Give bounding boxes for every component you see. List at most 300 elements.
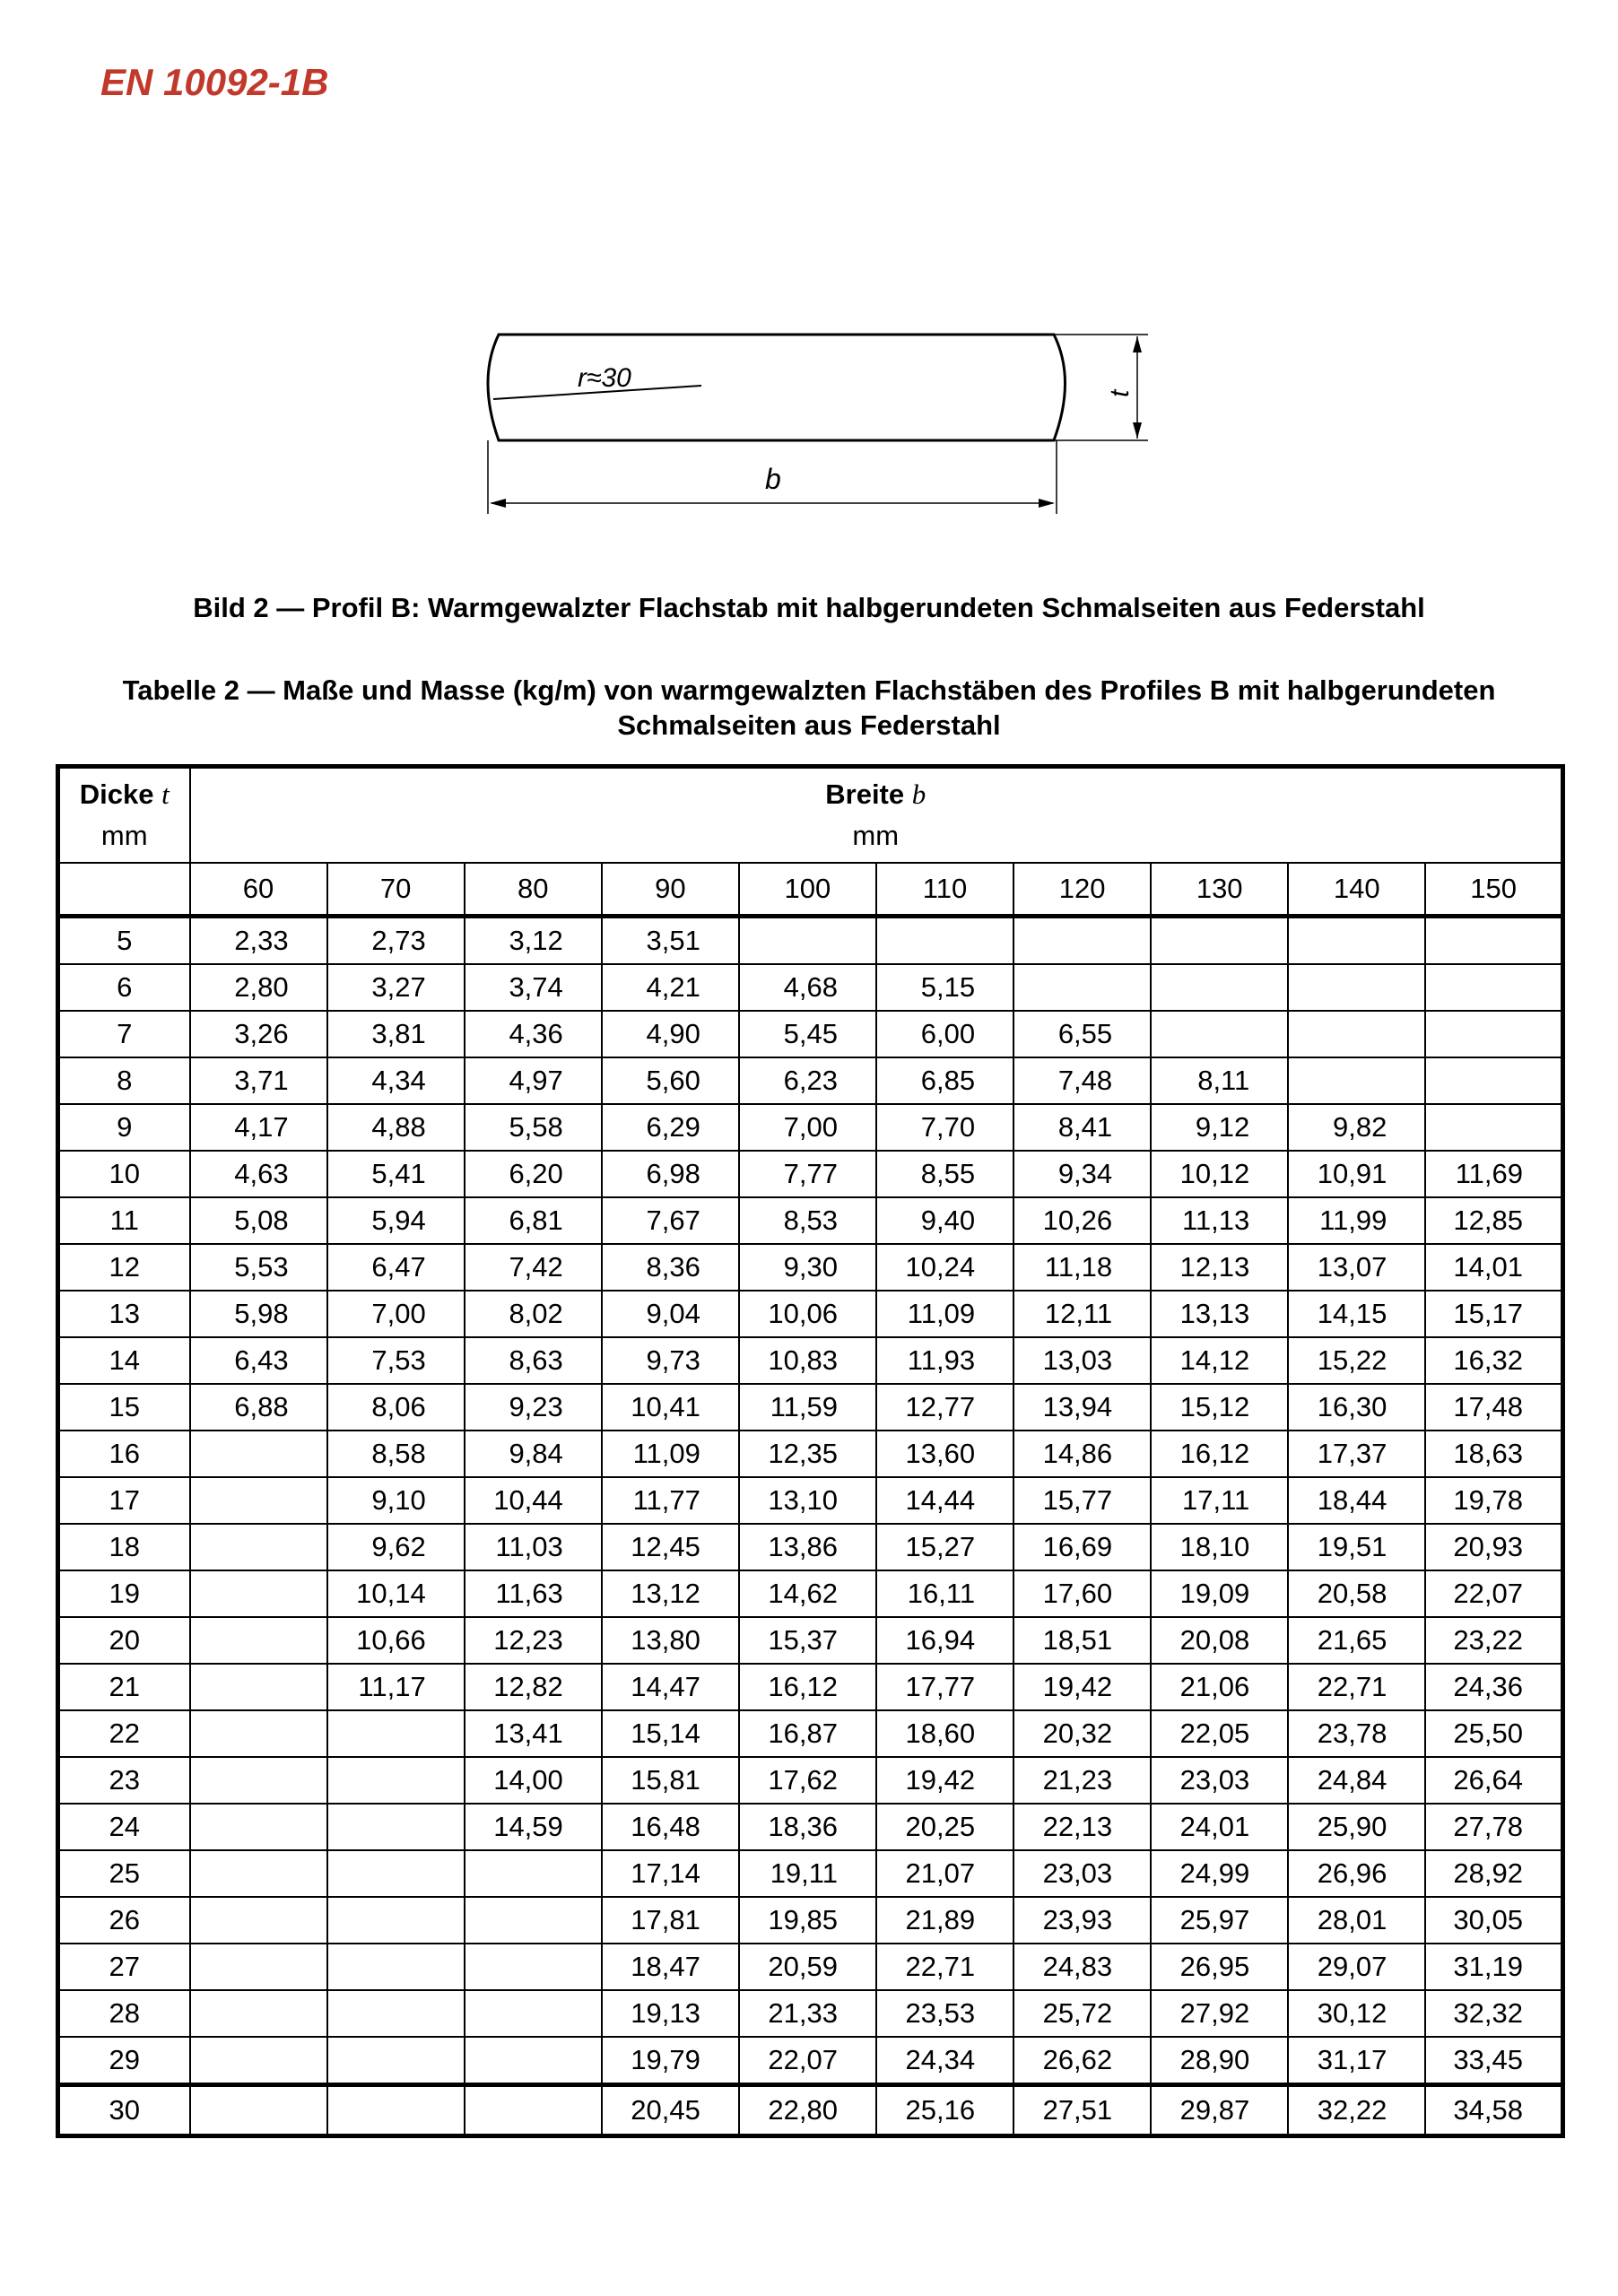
mass-cell: 5,53 [190, 1244, 327, 1291]
mass-cell: 26,62 [1013, 2037, 1151, 2085]
mass-cell [190, 1850, 327, 1897]
mass-cell: 16,12 [739, 1664, 876, 1710]
mass-cell: 11,09 [876, 1291, 1013, 1337]
mass-cell: 19,42 [1013, 1664, 1151, 1710]
mass-cell [1013, 964, 1151, 1011]
mass-cell: 7,53 [327, 1337, 465, 1384]
thickness-cell: 20 [58, 1617, 190, 1664]
mass-cell: 10,24 [876, 1244, 1013, 1291]
mass-cell [327, 1710, 465, 1757]
mass-cell: 20,58 [1288, 1570, 1425, 1617]
thickness-cell: 15 [58, 1384, 190, 1431]
mass-cell: 23,03 [1151, 1757, 1288, 1804]
mass-cell [190, 2037, 327, 2085]
table-row [58, 1804, 1563, 1850]
mass-cell: 10,06 [739, 1291, 876, 1337]
table-row [58, 1057, 1563, 1104]
mass-cell: 10,41 [602, 1384, 739, 1431]
mass-cell: 19,51 [1288, 1524, 1425, 1570]
mass-cell: 13,94 [1013, 1384, 1151, 1431]
mass-cell: 4,21 [602, 964, 739, 1011]
mass-cell: 6,00 [876, 1011, 1013, 1057]
table-row [58, 1850, 1563, 1897]
mass-cell [327, 1804, 465, 1850]
mass-cell: 9,23 [465, 1384, 602, 1431]
thickness-cell: 13 [58, 1291, 190, 1337]
mass-cell: 12,82 [465, 1664, 602, 1710]
mass-table [56, 764, 1565, 2138]
mass-cell [1151, 1011, 1288, 1057]
mass-cell: 15,12 [1151, 1384, 1288, 1431]
mass-cell [465, 2037, 602, 2085]
mass-cell [190, 1477, 327, 1524]
mass-cell: 11,18 [1013, 1244, 1151, 1291]
mass-cell [190, 1570, 327, 1617]
thickness-cell: 18 [58, 1524, 190, 1570]
mass-cell: 30,05 [1425, 1897, 1562, 1944]
table-row [58, 1477, 1563, 1524]
mass-cell: 7,48 [1013, 1057, 1151, 1104]
thickness-cell: 7 [58, 1011, 190, 1057]
table-row [58, 1104, 1563, 1151]
mass-cell: 13,10 [739, 1477, 876, 1524]
thickness-cell: 12 [58, 1244, 190, 1291]
mass-cell: 11,93 [876, 1337, 1013, 1384]
mass-cell: 11,09 [602, 1431, 739, 1477]
mass-cell [327, 1990, 465, 2037]
mass-cell [190, 2085, 327, 2136]
table-row [58, 1617, 1563, 1664]
table-row [58, 1757, 1563, 1804]
mass-cell [1013, 917, 1151, 965]
thickness-cell: 16 [58, 1431, 190, 1477]
mass-cell [190, 1944, 327, 1990]
mass-cell: 24,36 [1425, 1664, 1562, 1710]
thickness-cell: 14 [58, 1337, 190, 1384]
mass-cell: 10,26 [1013, 1197, 1151, 1244]
mass-cell: 23,93 [1013, 1897, 1151, 1944]
thickness-cell: 23 [58, 1757, 190, 1804]
width-header-4: 100 [739, 863, 876, 917]
mass-cell: 8,11 [1151, 1057, 1288, 1104]
mass-cell: 14,15 [1288, 1291, 1425, 1337]
mass-cell: 11,59 [739, 1384, 876, 1431]
mass-cell: 11,99 [1288, 1197, 1425, 1244]
mass-cell: 33,45 [1425, 2037, 1562, 2085]
mass-cell [465, 1850, 602, 1897]
mass-cell: 25,50 [1425, 1710, 1562, 1757]
table-row [58, 1990, 1563, 2037]
mass-cell: 3,71 [190, 1057, 327, 1104]
width-header-label: Breite [825, 778, 905, 810]
mass-cell: 13,80 [602, 1617, 739, 1664]
mass-cell: 15,22 [1288, 1337, 1425, 1384]
mass-cell: 17,11 [1151, 1477, 1288, 1524]
mass-cell: 9,73 [602, 1337, 739, 1384]
profile-figure [466, 318, 1184, 538]
mass-cell: 12,13 [1151, 1244, 1288, 1291]
mass-cell: 16,32 [1425, 1337, 1562, 1384]
table-row [58, 1197, 1563, 1244]
mass-cell: 2,80 [190, 964, 327, 1011]
mass-cell: 22,13 [1013, 1804, 1151, 1850]
mass-cell: 17,48 [1425, 1384, 1562, 1431]
table-row [58, 1384, 1563, 1431]
width-header-cell [190, 767, 1563, 864]
mass-cell [1425, 917, 1562, 965]
table-row [58, 2037, 1563, 2085]
mass-cell [739, 917, 876, 965]
mass-cell: 15,17 [1425, 1291, 1562, 1337]
mass-cell: 20,59 [739, 1944, 876, 1990]
table-row [58, 1710, 1563, 1757]
mass-cell: 15,27 [876, 1524, 1013, 1570]
mass-cell: 29,07 [1288, 1944, 1425, 1990]
mass-cell: 18,51 [1013, 1617, 1151, 1664]
mass-cell [1425, 1104, 1562, 1151]
mass-cell: 27,51 [1013, 2085, 1151, 2136]
table-row [58, 1011, 1563, 1057]
mass-cell: 14,47 [602, 1664, 739, 1710]
mass-cell: 13,60 [876, 1431, 1013, 1477]
table-header-row [58, 767, 1563, 864]
mass-cell: 6,88 [190, 1384, 327, 1431]
mass-cell: 24,83 [1013, 1944, 1151, 1990]
mass-cell: 30,12 [1288, 1990, 1425, 2037]
mass-cell: 8,41 [1013, 1104, 1151, 1151]
flat-bar-profile-drawing [466, 318, 1184, 534]
mass-cell: 12,23 [465, 1617, 602, 1664]
mass-cell: 19,09 [1151, 1570, 1288, 1617]
mass-cell [327, 2085, 465, 2136]
mass-cell [1425, 1057, 1562, 1104]
width-unit: mm [852, 820, 900, 851]
mass-cell: 14,62 [739, 1570, 876, 1617]
mass-cell [190, 1710, 327, 1757]
mass-cell: 19,13 [602, 1990, 739, 2037]
mass-cell [190, 1897, 327, 1944]
thickness-cell: 28 [58, 1990, 190, 2037]
width-header-8: 140 [1288, 863, 1425, 917]
mass-cell: 15,81 [602, 1757, 739, 1804]
width-header-5: 110 [876, 863, 1013, 917]
mass-cell: 6,20 [465, 1151, 602, 1197]
mass-cell: 5,94 [327, 1197, 465, 1244]
mass-cell: 17,81 [602, 1897, 739, 1944]
mass-cell: 19,79 [602, 2037, 739, 2085]
thickness-cell: 17 [58, 1477, 190, 1524]
mass-cell: 10,83 [739, 1337, 876, 1384]
mass-cell: 21,65 [1288, 1617, 1425, 1664]
mass-cell: 22,05 [1151, 1710, 1288, 1757]
mass-cell: 7,42 [465, 1244, 602, 1291]
mass-cell: 15,14 [602, 1710, 739, 1757]
mass-cell: 23,53 [876, 1990, 1013, 2037]
mass-cell: 19,42 [876, 1757, 1013, 1804]
thickness-cell: 11 [58, 1197, 190, 1244]
mass-cell: 32,22 [1288, 2085, 1425, 2136]
figure-caption: Bild 2 — Profil B: Warmgewalzter Flachstab mit halbgerundeten Schmalseiten aus Federstahl [193, 592, 1425, 623]
thickness-cell: 27 [58, 1944, 190, 1990]
mass-cell: 4,63 [190, 1151, 327, 1197]
table-caption-line2: Schmalseiten aus Federstahl [617, 709, 1001, 741]
mass-cell: 9,12 [1151, 1104, 1288, 1151]
mass-cell: 16,69 [1013, 1524, 1151, 1570]
mass-cell: 21,33 [739, 1990, 876, 2037]
table-body [58, 917, 1563, 2136]
mass-cell: 16,30 [1288, 1384, 1425, 1431]
mass-cell: 24,84 [1288, 1757, 1425, 1804]
mass-cell [327, 1944, 465, 1990]
mass-cell: 26,96 [1288, 1850, 1425, 1897]
mass-cell: 7,77 [739, 1151, 876, 1197]
mass-cell: 4,68 [739, 964, 876, 1011]
width-header-7: 130 [1151, 863, 1288, 917]
mass-cell [190, 1804, 327, 1850]
mass-cell: 6,55 [1013, 1011, 1151, 1057]
table-row [58, 1570, 1563, 1617]
mass-cell: 22,07 [739, 2037, 876, 2085]
table-row [58, 1897, 1563, 1944]
mass-cell: 18,60 [876, 1710, 1013, 1757]
mass-cell [1288, 917, 1425, 965]
mass-cell: 26,64 [1425, 1757, 1562, 1804]
mass-cell: 3,81 [327, 1011, 465, 1057]
mass-cell: 24,34 [876, 2037, 1013, 2085]
mass-cell: 20,32 [1013, 1710, 1151, 1757]
mass-cell: 3,74 [465, 964, 602, 1011]
mass-cell: 15,37 [739, 1617, 876, 1664]
mass-cell [465, 1990, 602, 2037]
mass-cell: 18,47 [602, 1944, 739, 1990]
mass-cell: 14,01 [1425, 1244, 1562, 1291]
mass-cell: 7,67 [602, 1197, 739, 1244]
width-header-2: 80 [465, 863, 602, 917]
mass-cell: 5,41 [327, 1151, 465, 1197]
mass-cell: 17,62 [739, 1757, 876, 1804]
mass-cell: 9,04 [602, 1291, 739, 1337]
mass-cell: 9,40 [876, 1197, 1013, 1244]
mass-cell: 12,35 [739, 1431, 876, 1477]
mass-cell: 6,81 [465, 1197, 602, 1244]
mass-cell [1288, 1057, 1425, 1104]
mass-cell: 6,47 [327, 1244, 465, 1291]
width-variable: b [911, 778, 926, 810]
mass-cell [190, 1524, 327, 1570]
mass-cell: 8,53 [739, 1197, 876, 1244]
width-header-0: 60 [190, 863, 327, 917]
mass-cell: 11,17 [327, 1664, 465, 1710]
mass-cell: 5,45 [739, 1011, 876, 1057]
mass-cell: 24,99 [1151, 1850, 1288, 1897]
mass-cell [190, 1990, 327, 2037]
thickness-variable: t [161, 778, 170, 810]
mass-cell: 23,78 [1288, 1710, 1425, 1757]
mass-cell [465, 2085, 602, 2136]
thickness-cell: 22 [58, 1710, 190, 1757]
mass-cell: 22,71 [1288, 1664, 1425, 1710]
mass-cell: 25,72 [1013, 1990, 1151, 2037]
thickness-cell: 9 [58, 1104, 190, 1151]
mass-cell [1425, 1011, 1562, 1057]
mass-cell: 9,82 [1288, 1104, 1425, 1151]
mass-cell: 28,90 [1151, 2037, 1288, 2085]
mass-cell: 5,15 [876, 964, 1013, 1011]
mass-cell [465, 1944, 602, 1990]
mass-cell: 4,90 [602, 1011, 739, 1057]
width-header-3: 90 [602, 863, 739, 917]
mass-cell: 10,12 [1151, 1151, 1288, 1197]
mass-cell [190, 1757, 327, 1804]
table-row [58, 1944, 1563, 1990]
mass-cell: 27,92 [1151, 1990, 1288, 2037]
mass-cell: 28,92 [1425, 1850, 1562, 1897]
mass-cell: 11,69 [1425, 1151, 1562, 1197]
mass-cell: 27,78 [1425, 1804, 1562, 1850]
mass-cell: 4,97 [465, 1057, 602, 1104]
table-row [58, 1524, 1563, 1570]
mass-cell: 25,97 [1151, 1897, 1288, 1944]
mass-cell: 6,98 [602, 1151, 739, 1197]
width-label: b [765, 463, 781, 495]
thickness-header-cell [58, 767, 190, 864]
mass-cell: 13,07 [1288, 1244, 1425, 1291]
thickness-cell: 25 [58, 1850, 190, 1897]
mass-cell [190, 1664, 327, 1710]
mass-cell: 10,91 [1288, 1151, 1425, 1197]
mass-cell: 8,36 [602, 1244, 739, 1291]
empty-header-cell [58, 863, 190, 917]
mass-cell: 20,45 [602, 2085, 739, 2136]
thickness-cell: 19 [58, 1570, 190, 1617]
mass-cell: 6,43 [190, 1337, 327, 1384]
mass-cell: 5,60 [602, 1057, 739, 1104]
mass-cell [190, 1617, 327, 1664]
mass-cell: 25,16 [876, 2085, 1013, 2136]
mass-cell: 11,63 [465, 1570, 602, 1617]
mass-cell: 21,23 [1013, 1757, 1151, 1804]
mass-cell: 17,77 [876, 1664, 1013, 1710]
mass-cell: 32,32 [1425, 1990, 1562, 2037]
mass-cell: 18,10 [1151, 1524, 1288, 1570]
mass-cell: 17,14 [602, 1850, 739, 1897]
mass-cell: 13,03 [1013, 1337, 1151, 1384]
mass-cell: 5,98 [190, 1291, 327, 1337]
mass-cell: 19,85 [739, 1897, 876, 1944]
table-row [58, 1431, 1563, 1477]
mass-cell: 24,01 [1151, 1804, 1288, 1850]
mass-cell [1288, 1011, 1425, 1057]
mass-cell: 17,60 [1013, 1570, 1151, 1617]
mass-cell: 23,03 [1013, 1850, 1151, 1897]
thickness-cell: 6 [58, 964, 190, 1011]
mass-cell: 14,59 [465, 1804, 602, 1850]
mass-cell [190, 1431, 327, 1477]
mass-cell: 9,30 [739, 1244, 876, 1291]
mass-cell: 12,45 [602, 1524, 739, 1570]
table-row [58, 1337, 1563, 1384]
mass-cell [327, 1850, 465, 1897]
mass-cell: 20,93 [1425, 1524, 1562, 1570]
mass-cell: 4,34 [327, 1057, 465, 1104]
mass-cell: 5,58 [465, 1104, 602, 1151]
mass-cell: 17,37 [1288, 1431, 1425, 1477]
width-values-row [58, 863, 1563, 917]
mass-cell: 21,07 [876, 1850, 1013, 1897]
mass-cell: 7,70 [876, 1104, 1013, 1151]
mass-cell: 16,48 [602, 1804, 739, 1850]
mass-cell: 22,07 [1425, 1570, 1562, 1617]
mass-cell: 5,08 [190, 1197, 327, 1244]
mass-cell: 23,22 [1425, 1617, 1562, 1664]
mass-cell: 26,95 [1151, 1944, 1288, 1990]
mass-cell: 19,11 [739, 1850, 876, 1897]
mass-cell: 8,02 [465, 1291, 602, 1337]
mass-cell: 7,00 [739, 1104, 876, 1151]
mass-cell: 10,44 [465, 1477, 602, 1524]
table-row [58, 2085, 1563, 2136]
mass-cell: 14,00 [465, 1757, 602, 1804]
mass-cell: 18,63 [1425, 1431, 1562, 1477]
mass-cell: 12,85 [1425, 1197, 1562, 1244]
mass-cell: 8,55 [876, 1151, 1013, 1197]
mass-cell: 4,88 [327, 1104, 465, 1151]
mass-cell: 13,41 [465, 1710, 602, 1757]
thickness-cell: 26 [58, 1897, 190, 1944]
mass-cell: 25,90 [1288, 1804, 1425, 1850]
mass-cell: 6,23 [739, 1057, 876, 1104]
mass-cell: 8,58 [327, 1431, 465, 1477]
mass-cell: 31,19 [1425, 1944, 1562, 1990]
mass-cell: 11,03 [465, 1524, 602, 1570]
table-row [58, 1244, 1563, 1291]
mass-cell: 9,10 [327, 1477, 465, 1524]
mass-cell [1151, 917, 1288, 965]
mass-cell: 3,51 [602, 917, 739, 965]
width-header-9: 150 [1425, 863, 1562, 917]
mass-cell: 29,87 [1151, 2085, 1288, 2136]
mass-cell: 2,33 [190, 917, 327, 965]
thickness-cell: 8 [58, 1057, 190, 1104]
bar-outline [488, 335, 1066, 440]
table-row [58, 964, 1563, 1011]
table-row [58, 1664, 1563, 1710]
mass-cell: 13,12 [602, 1570, 739, 1617]
mass-cell: 11,77 [602, 1477, 739, 1524]
mass-cell: 10,14 [327, 1570, 465, 1617]
thickness-header-label: Dicke [79, 778, 154, 810]
mass-cell: 19,78 [1425, 1477, 1562, 1524]
mass-cell: 7,00 [327, 1291, 465, 1337]
table-caption [0, 673, 1618, 743]
mass-cell: 18,44 [1288, 1477, 1425, 1524]
mass-cell: 10,66 [327, 1617, 465, 1664]
table-caption-line1: Tabelle 2 — Maße und Masse (kg/m) von warmgewalzten Flachstäben des Profiles B mit halbgerundeten [122, 674, 1496, 706]
mass-cell: 16,87 [739, 1710, 876, 1757]
mass-cell: 4,36 [465, 1011, 602, 1057]
mass-cell: 14,86 [1013, 1431, 1151, 1477]
mass-cell: 4,17 [190, 1104, 327, 1151]
thickness-cell: 24 [58, 1804, 190, 1850]
mass-cell: 9,34 [1013, 1151, 1151, 1197]
document-id: EN 10092-1B [100, 61, 329, 103]
mass-cell: 9,62 [327, 1524, 465, 1570]
mass-cell: 12,11 [1013, 1291, 1151, 1337]
radius-label: r≈30 [578, 363, 631, 393]
mass-cell: 14,44 [876, 1477, 1013, 1524]
mass-cell: 34,58 [1425, 2085, 1562, 2136]
mass-cell: 6,85 [876, 1057, 1013, 1104]
